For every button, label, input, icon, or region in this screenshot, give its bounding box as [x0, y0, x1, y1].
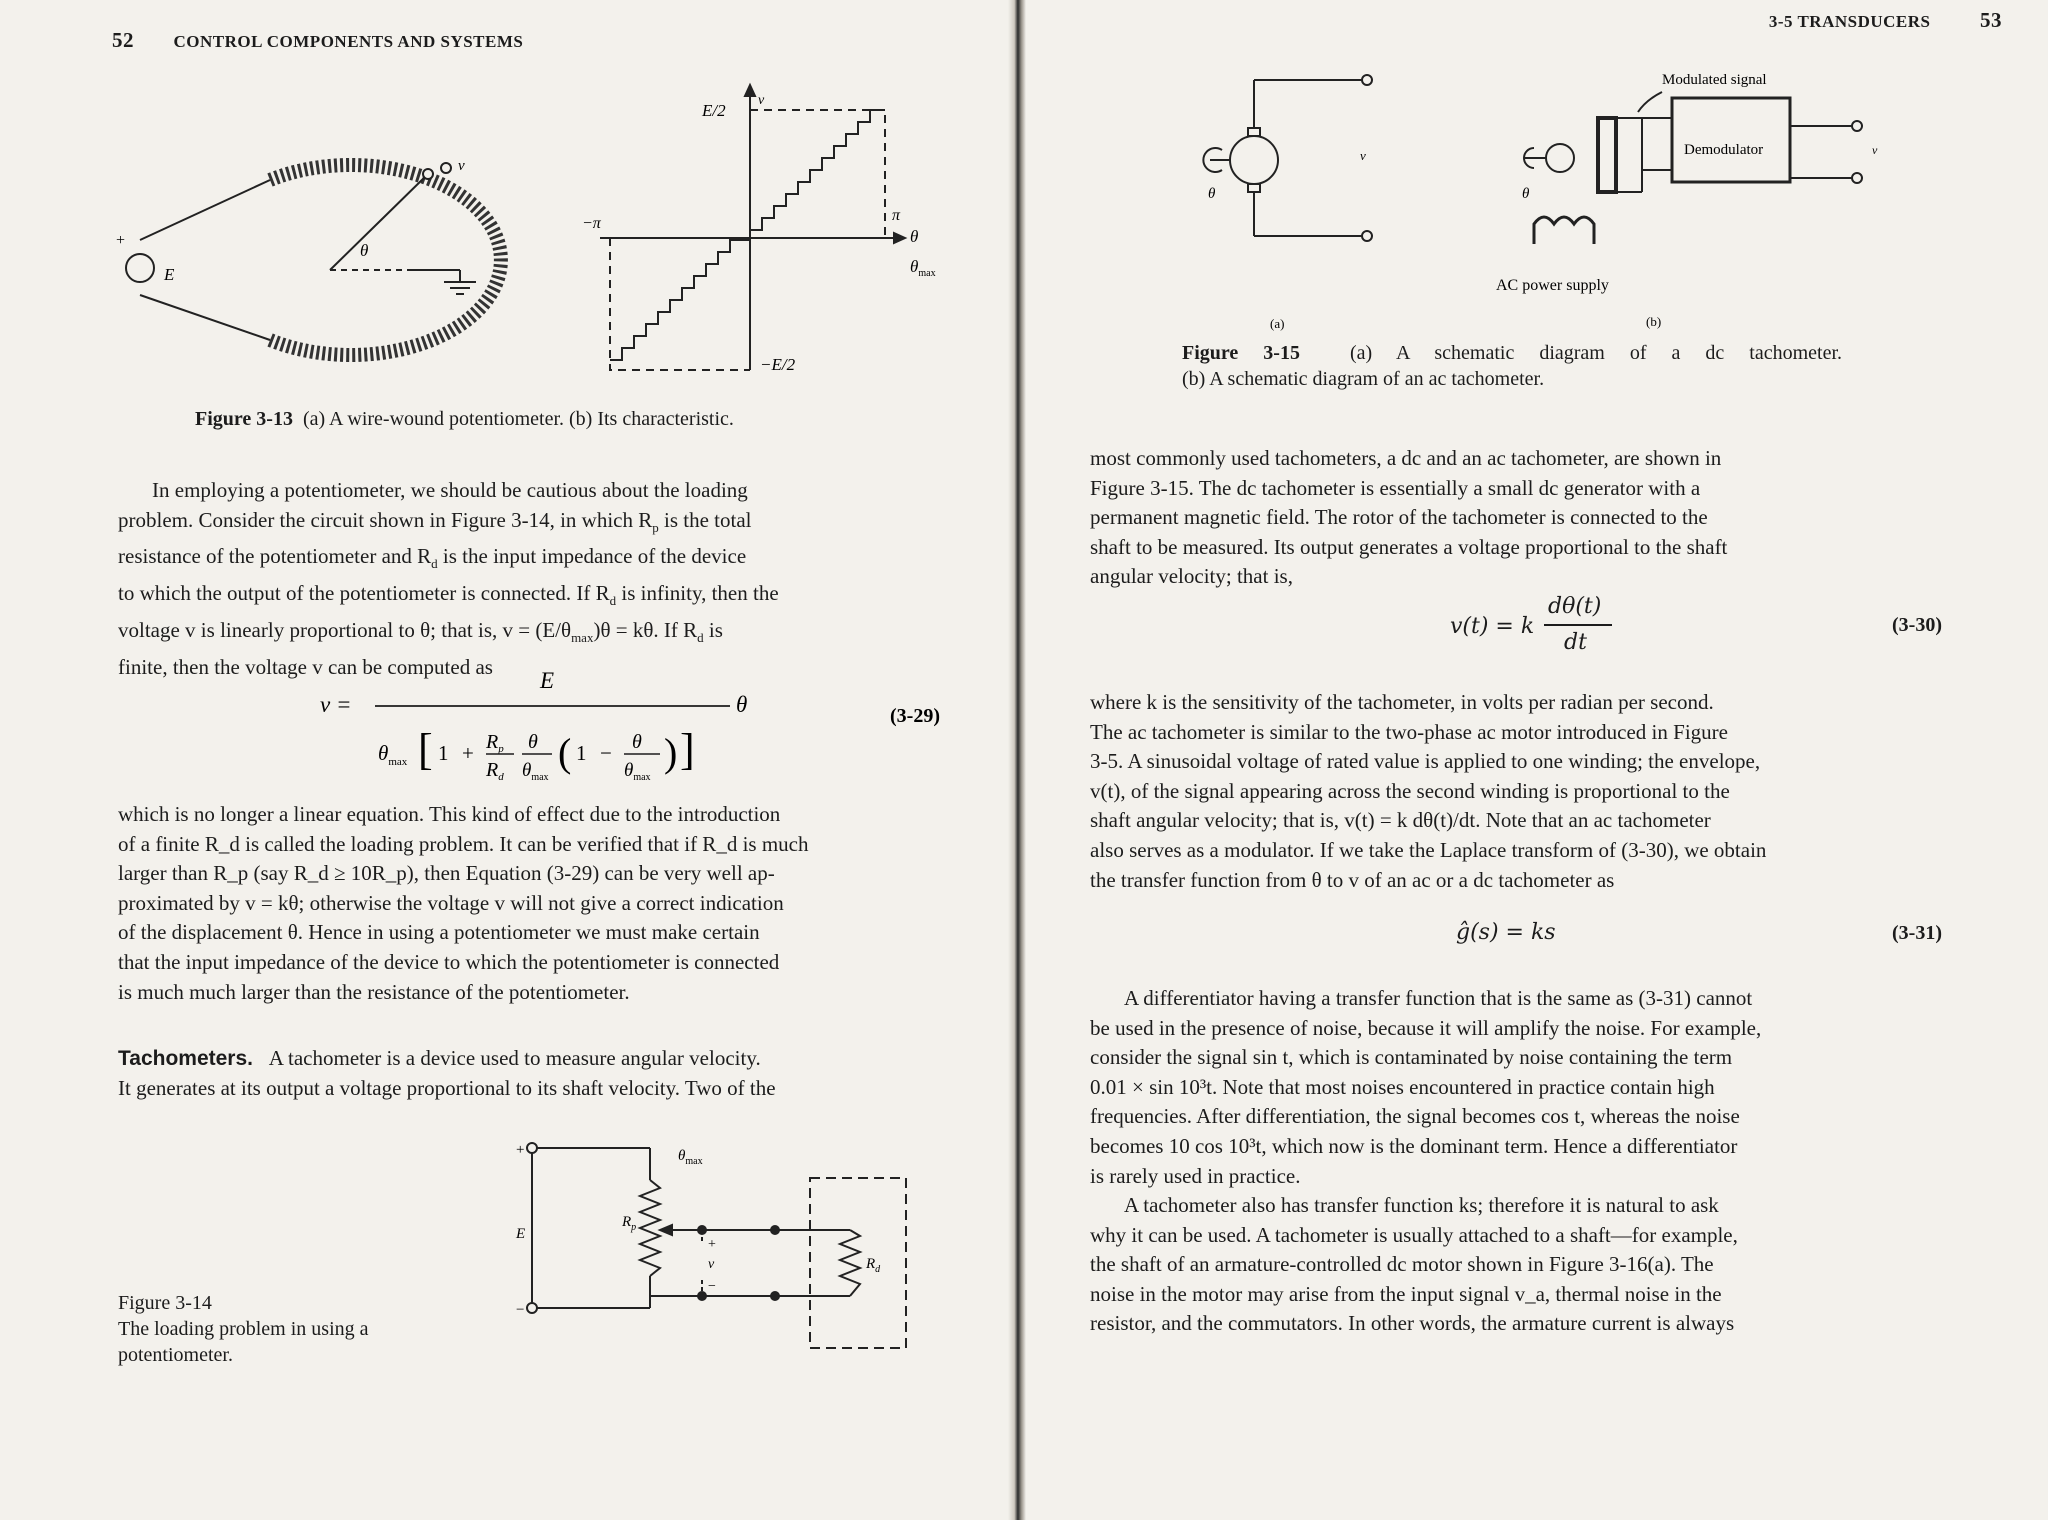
line: which is no longer a linear equation. This kind of effect due to the introduction	[118, 802, 781, 826]
figure-3-14-caption	[118, 1290, 478, 1368]
line: In employing a potentiometer, we should be cautious about the loading	[152, 478, 748, 502]
figure-3-13	[110, 80, 990, 390]
left-running-head: CONTROL COMPONENTS AND SYSTEMS	[173, 32, 524, 51]
left-page	[0, 0, 1010, 1520]
figure-3-15	[1162, 60, 1902, 340]
dc-theta-label: θ	[1208, 186, 1216, 202]
eq329-rd: $R_d$	[486, 759, 504, 783]
line: of a finite R_d is called the loading problem. It can be verified that if R_d is much	[118, 831, 809, 856]
line: Figure 3-15. The dc tachometer is essentially a small dc generator with a	[1090, 475, 1701, 500]
line: of the displacement θ. Hence in using a potentiometer we must make certain	[118, 920, 760, 945]
line: v(t), of the signal appearing across the second winding is proportional to the	[1090, 778, 1730, 803]
line: is rarely used in practice.	[1090, 1163, 1301, 1188]
line: The ac tachometer is similar to the two-phase ac motor introduced in Figure	[1090, 719, 1728, 744]
line: noise in the motor may arise from the input signal v_a, thermal noise in the	[1090, 1281, 1722, 1306]
theta-axis-label: θ	[910, 227, 919, 246]
theta-max-label: $\theta_{max}$	[910, 257, 936, 279]
figure-3-13-label: Figure 3-13	[195, 408, 293, 430]
figure-3-15-label: Figure 3-15	[1182, 342, 1300, 364]
paragraph-sensitivity	[1090, 688, 1942, 895]
eq331-expr: ĝ(s) = ks	[1456, 920, 1556, 945]
eq329-right-bracket: ]	[680, 725, 695, 774]
dc-tachometer	[1203, 75, 1372, 241]
figure-3-15-caption-line-2: (b) A schematic diagram of an ac tachometer.	[1182, 368, 1545, 390]
line: most commonly used tachometers, a dc and an ac tachometer, are shown in	[1090, 446, 1722, 470]
eq329-numerator: E	[540, 668, 555, 693]
fig314-v-minus: −	[708, 1279, 716, 1294]
line: finite, then the voltage v can be computed as	[118, 654, 493, 679]
line: shaft to be measured. Its output generates a voltage proportional to the shaft	[1090, 534, 1728, 559]
line: 0.01 × sin 10³t. Note that most noises encountered in practice contain high	[1090, 1074, 1715, 1099]
fig314-rp: $R_p$	[622, 1214, 637, 1233]
eq329-plus: +	[462, 741, 474, 765]
demodulator-label: Demodulator	[1684, 142, 1764, 158]
line: be used in the presence of noise, because it will amplify the noise. For example,	[1090, 1015, 1762, 1040]
eq329-left-bracket: [	[418, 725, 433, 774]
line: 3-5. A sinusoidal voltage of rated value is applied to one winding; the envelope,	[1090, 749, 1761, 774]
wire-wound-potentiometer	[126, 163, 501, 355]
line: angular velocity; that is,	[1090, 564, 1293, 589]
eq330-number: (3-30)	[1892, 614, 1942, 636]
line: frequencies. After differentiation, the signal becomes cos t, whereas the noise	[1090, 1104, 1740, 1129]
eq329-frac2-theta: θ	[632, 731, 642, 753]
v-axis-label: v	[758, 93, 765, 108]
left-page-number: 52	[112, 28, 134, 52]
neg-e-half-label: −E/2	[760, 355, 796, 374]
paragraph-tachometers	[118, 1044, 956, 1103]
eq329-theta-max: $\theta_{max}$	[378, 741, 408, 768]
eq329-number: (3-29)	[890, 705, 940, 727]
right-page-header	[1769, 8, 2002, 33]
ac-power-supply-label: AC power supply	[1496, 277, 1609, 294]
fig314-rd: $R_d$	[866, 1256, 881, 1275]
fig314-v: v	[708, 1257, 715, 1272]
eq329-one-2: 1	[576, 741, 587, 765]
fig314-plus: +	[516, 1142, 525, 1158]
line: proximated by v = kθ; otherwise the voltage v will not give a correct indication	[118, 890, 784, 915]
figure-3-14	[510, 1130, 930, 1360]
subfig-a-label: (a)	[1270, 316, 1285, 331]
line: resistance of the potentiometer and $R_d$ is the input impedance of the device	[118, 544, 747, 572]
modulated-signal-label: Modulated signal	[1662, 72, 1767, 88]
tachometers-heading: Tachometers.	[118, 1047, 253, 1070]
line: resistor, and the commutators. In other words, the armature current is always	[1090, 1311, 1735, 1336]
line: where k is the sensitivity of the tachometer, in volts per radian per second.	[1090, 690, 1714, 714]
eq330-numerator: dθ(t)	[1548, 594, 1602, 619]
eq330-fraction-bar	[1544, 624, 1612, 626]
line: that the input impedance of the device to which the potentiometer is connected	[118, 949, 780, 974]
figure-3-13-caption	[195, 406, 734, 432]
line: A differentiator having a transfer function that is the same as (3-31) cannot	[1124, 986, 1753, 1010]
eq329-minus: −	[600, 741, 612, 765]
line: voltage v is linearly proportional to θ; that is, $v = (E/\theta_{max})\theta = k\theta$. If $R_d$ is	[118, 617, 723, 646]
figure-3-15-caption-line: Figure 3-15 (a) A schematic diagram of a dc tachometer.	[1182, 342, 1843, 364]
paragraph-nonlinear	[118, 800, 956, 1007]
eq329-lhs: v =	[320, 692, 352, 717]
dc-v-label: v	[1360, 148, 1366, 163]
eq329-theta: θ	[736, 692, 748, 717]
line: larger than R_p (say R_d ≥ 10R_p), then Equation (3-29) can be very well ap-	[118, 861, 775, 886]
ac-v-label: v	[1872, 143, 1878, 157]
equation-3-29	[300, 660, 980, 790]
figure-3-14-caption-line: potentiometer.	[118, 1344, 233, 1366]
line: consider the signal sin t, which is contaminated by noise containing the term	[1090, 1045, 1733, 1070]
left-page-header	[112, 28, 523, 53]
line: also serves as a modulator. If we take the Laplace transform of (3-30), we obtain	[1090, 837, 1767, 862]
neg-pi-label: −π	[582, 215, 601, 232]
eq330-denominator: dt	[1564, 630, 1587, 655]
paragraph-loading-problem	[118, 476, 956, 682]
eq329-frac2-theta-max: $\theta_{max}$	[624, 760, 651, 783]
line: the shaft of an armature-controlled dc motor shown in Figure 3-16(a). The	[1090, 1252, 1714, 1277]
eq329-frac-theta: θ	[528, 731, 538, 753]
line: becomes 10 cos 10³t, which now is the dominant term. Hence a differentiator	[1090, 1133, 1738, 1158]
eq330-lhs: v(t) = k	[1450, 614, 1535, 639]
pot-output-label: v	[458, 158, 465, 174]
figure-3-14-caption-line: The loading problem in using a	[118, 1318, 369, 1340]
paragraph-differentiator	[1090, 984, 1942, 1191]
line: the transfer function from θ to v of an ac or a dc tachometer as	[1090, 867, 1615, 892]
line: is much much larger than the resistance of the potentiometer.	[118, 979, 630, 1004]
equation-3-30	[1090, 590, 1942, 670]
eq329-one: 1	[438, 741, 449, 765]
fig314-v-plus: +	[708, 1237, 716, 1252]
paragraph-tachometer-usage	[1090, 1191, 1942, 1339]
ac-theta-label: θ	[1522, 186, 1530, 202]
ac-tachometer	[1524, 92, 1862, 244]
paragraph-tachometers-shown	[1090, 444, 1942, 592]
figure-3-14-label: Figure 3-14	[118, 1292, 212, 1314]
fig314-theta-max: $\theta_{max}$	[678, 1148, 703, 1167]
line: Tachometers. A tachometer is a device used to measure angular velocity.	[118, 1046, 761, 1070]
line: It generates at its output a voltage proportional to its shaft velocity. Two of the	[118, 1075, 776, 1100]
equation-3-31	[1090, 918, 1942, 958]
potentiometer-characteristic	[600, 85, 905, 370]
line: to which the output of the potentiometer is connected. If $R_d$ is infinity, then the	[118, 581, 779, 609]
right-page-number: 53	[1980, 8, 2002, 32]
line: permanent magnetic field. The rotor of the tachometer is connected to the	[1090, 505, 1708, 530]
line: problem. Consider the circuit shown in Figure 3-14, in which $R_p$ is the total	[118, 507, 752, 535]
right-page	[1022, 0, 2048, 1520]
pi-label: π	[892, 207, 901, 224]
eq329-rp: $R_p$	[486, 731, 504, 755]
e-half-label: E/2	[702, 101, 726, 120]
eq329-frac-theta-max: $\theta_{max}$	[522, 760, 549, 783]
figure-3-15-caption	[1182, 340, 1842, 366]
pot-source-label: E	[164, 265, 175, 284]
figure-3-13-caption-text: (a) A wire-wound potentiometer. (b) Its characteristic.	[302, 408, 734, 430]
line: shaft angular velocity; that is, v(t) = k dθ(t)/dt. Note that an ac tachometer	[1090, 808, 1711, 833]
eq331-number: (3-31)	[1892, 922, 1942, 944]
line: A tachometer also has transfer function ks; therefore it is natural to ask	[1124, 1193, 1719, 1217]
fig314-minus: −	[516, 1302, 525, 1318]
pot-plus-label: +	[116, 232, 126, 249]
right-running-head: 3-5 TRANSDUCERS	[1768, 12, 1931, 31]
subfig-b-label: (b)	[1646, 314, 1662, 329]
eq329-left-paren: (	[558, 730, 572, 775]
pot-theta-label: θ	[360, 241, 369, 260]
eq329-right-paren: )	[664, 730, 678, 775]
line: why it can be used. A tachometer is usually attached to a shaft—for example,	[1090, 1222, 1738, 1247]
fig314-e: E	[516, 1226, 526, 1242]
